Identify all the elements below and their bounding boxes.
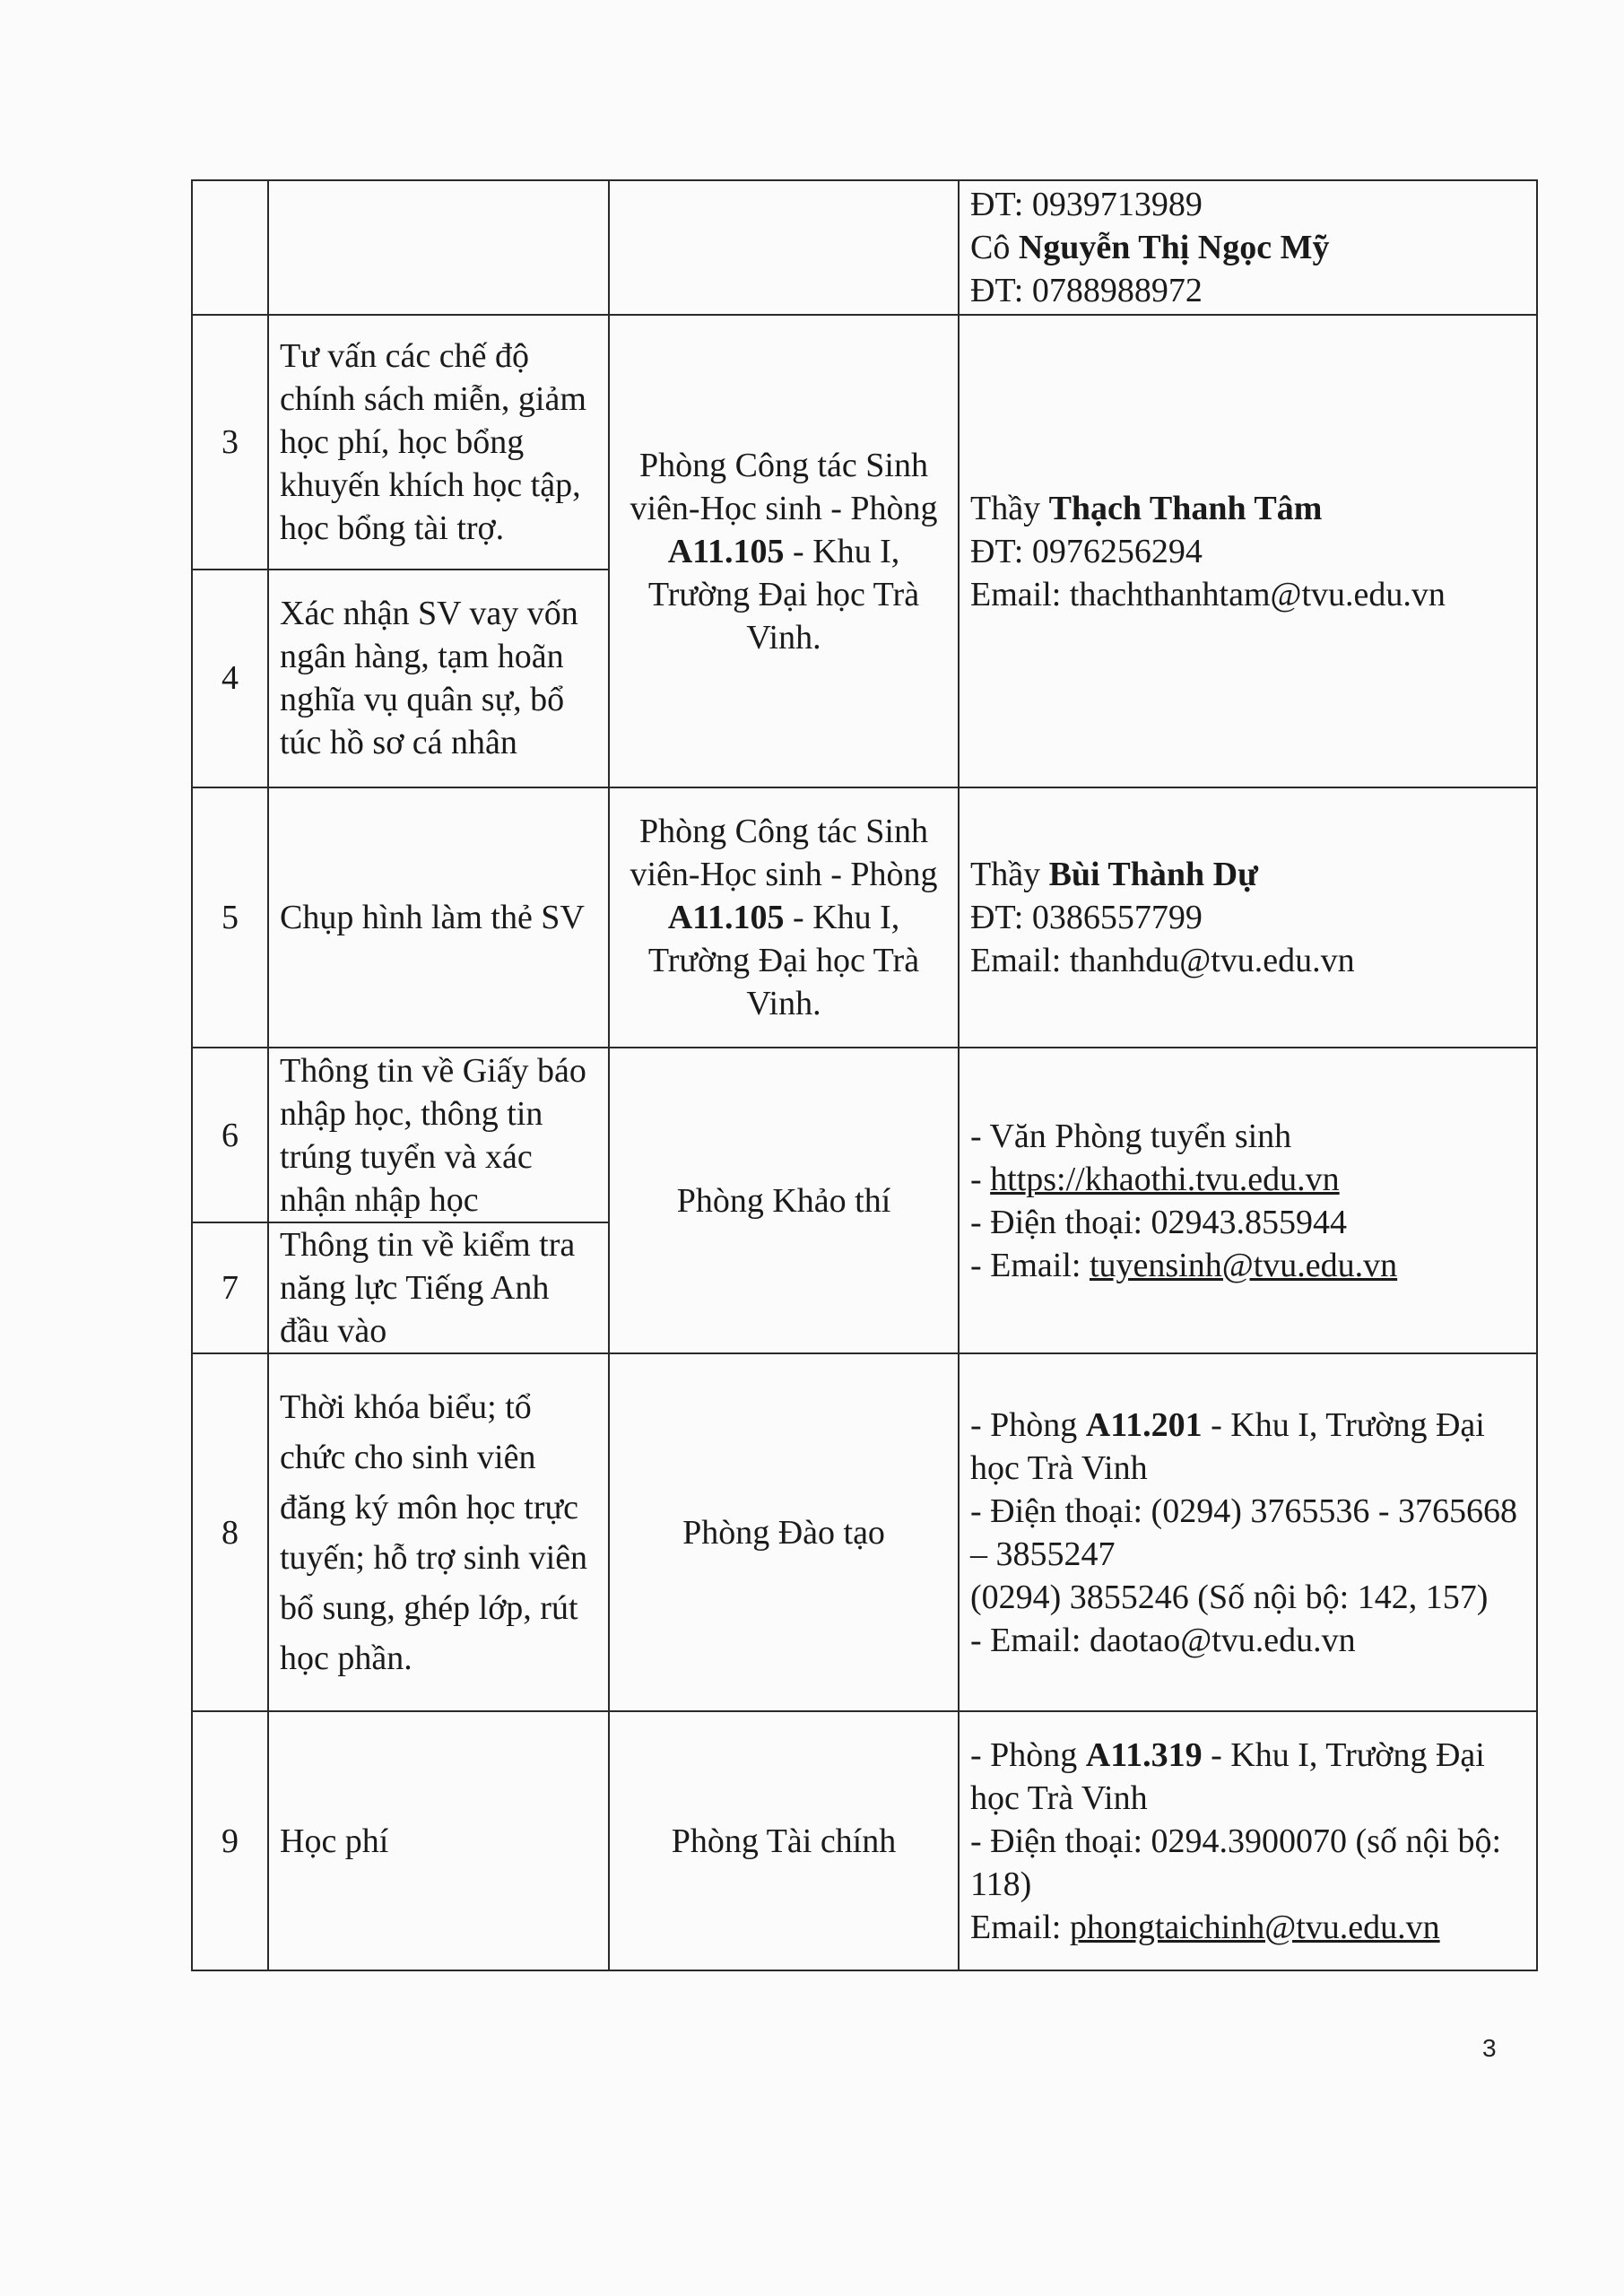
cell-unit [609, 180, 959, 315]
room-code: A11.319 [1085, 1735, 1203, 1774]
cell-unit: Phòng Đào tạo [609, 1353, 959, 1711]
phone-line: ĐT: 0788988972 [970, 272, 1203, 310]
cell-number: 7 [192, 1222, 268, 1353]
phone-line: ĐT: 0939713989 [970, 186, 1203, 224]
email-line [970, 1244, 1525, 1287]
email-line: - Email: daotao@tvu.edu.vn [970, 1621, 1356, 1659]
person-name: Nguyễn Thị Ngọc Mỹ [1018, 229, 1330, 267]
cell-contact [959, 315, 1537, 787]
person-name: Thạch Thanh Tâm [1048, 489, 1323, 527]
unit-text: - Khu I, Trường Đại học Trà Vinh. [647, 532, 920, 657]
phone-line: ĐT: 0976256294 [970, 532, 1203, 570]
website-link[interactable]: https://khaothi.tvu.edu.vn [990, 1160, 1340, 1198]
cell-contact [959, 180, 1537, 315]
email-label: Email: [970, 1908, 1070, 1946]
unit-text: Phòng Công tác Sinh viên-Học sinh - Phòng [630, 446, 938, 527]
office-line: - Văn Phòng tuyển sinh [970, 1117, 1292, 1155]
title-text: Thầy [970, 856, 1049, 894]
cell-unit: Phòng Khảo thí [609, 1048, 959, 1353]
title-text: Thầy [970, 489, 1049, 527]
room-text: - Khu I, Trường Đại học Trà Vinh [970, 1405, 1485, 1487]
table-row [192, 1711, 1537, 1970]
contact-person [970, 853, 1525, 896]
room-line [970, 1734, 1525, 1820]
website-line [970, 1158, 1525, 1201]
person-name: Bùi Thành Dự [1048, 856, 1258, 894]
email-label: - Email: [970, 1246, 1090, 1284]
table-row [192, 787, 1537, 1048]
cell-number: 6 [192, 1048, 268, 1222]
unit-text: - Khu I, Trường Đại học Trà Vinh. [647, 899, 920, 1023]
cell-number: 4 [192, 570, 268, 787]
cell-task: Thông tin về Giấy báo nhập học, thông tin trúng tuyển và xác nhận nhập học [268, 1048, 609, 1222]
room-text: - Phòng [970, 1405, 1086, 1444]
cell-task: Tư vấn các chế độ chính sách miễn, giảm học phí, học bổng khuyến khích học tập, học bổng tài trợ. [268, 315, 609, 570]
cell-task: Chụp hình làm thẻ SV [268, 787, 609, 1048]
cell-number: 5 [192, 787, 268, 1048]
cell-number: 9 [192, 1711, 268, 1970]
cell-task: Học phí [268, 1711, 609, 1970]
cell-number: 8 [192, 1353, 268, 1711]
cell-number [192, 180, 268, 315]
room-code: A11.105 [667, 532, 785, 570]
email-link[interactable]: phongtaichinh@tvu.edu.vn [1069, 1908, 1440, 1946]
table-row [192, 1048, 1537, 1222]
cell-unit: Phòng Tài chính [609, 1711, 959, 1970]
cell-task: Xác nhận SV vay vốn ngân hàng, tạm hoãn nghĩa vụ quân sự, bổ túc hồ sơ cá nhân [268, 570, 609, 787]
cell-unit [609, 315, 959, 787]
phone-line: ĐT: 0386557799 [970, 899, 1203, 937]
cell-contact [959, 1048, 1537, 1353]
room-text: - Khu I, Trường Đại học Trà Vinh [970, 1735, 1485, 1817]
cell-unit [609, 787, 959, 1048]
contact-person [970, 487, 1525, 530]
unit-text: Phòng Công tác Sinh viên-Học sinh - Phòng [630, 813, 938, 894]
email-line: Email: thanhdu@tvu.edu.vn [970, 942, 1355, 980]
room-text: - Phòng [970, 1735, 1086, 1774]
room-code: A11.201 [1085, 1405, 1203, 1444]
phone-line: - Điện thoại: 0294.3900070 (số nội bộ: 118) [970, 1822, 1502, 1903]
phone-line: - Điện thoại: 02943.855944 [970, 1203, 1348, 1241]
table-row [192, 1353, 1537, 1711]
email-link[interactable]: tuyensinh@tvu.edu.vn [1089, 1246, 1398, 1284]
cell-task: Thông tin về kiểm tra năng lực Tiếng Anh đầu vào [268, 1222, 609, 1353]
dash-text: - [970, 1160, 991, 1198]
phone-line: (0294) 3855246 (Số nội bộ: 142, 157) [970, 1578, 1489, 1616]
cell-task [268, 180, 609, 315]
cell-contact [959, 1353, 1537, 1711]
cell-contact [959, 787, 1537, 1048]
title-text: Cô [970, 229, 1019, 267]
contact-table [191, 179, 1538, 1971]
room-line [970, 1404, 1525, 1490]
table-row [192, 180, 1537, 315]
contact-person [970, 226, 1525, 269]
cell-contact [959, 1711, 1537, 1970]
email-line [970, 1906, 1525, 1949]
phone-line: - Điện thoại: (0294) 3765536 - 3765668 – 3855247 [970, 1492, 1518, 1573]
room-code: A11.105 [667, 899, 785, 937]
page-number: 3 [1482, 2034, 1497, 2062]
cell-task: Thời khóa biểu; tổ chức cho sinh viên đăng ký môn học trực tuyến; hỗ trợ sinh viên bổ sung, ghép lớp, rút học phần. [268, 1353, 609, 1711]
email-line: Email: thachthanhtam@tvu.edu.vn [970, 575, 1446, 613]
table-row [192, 315, 1537, 570]
cell-number: 3 [192, 315, 268, 570]
